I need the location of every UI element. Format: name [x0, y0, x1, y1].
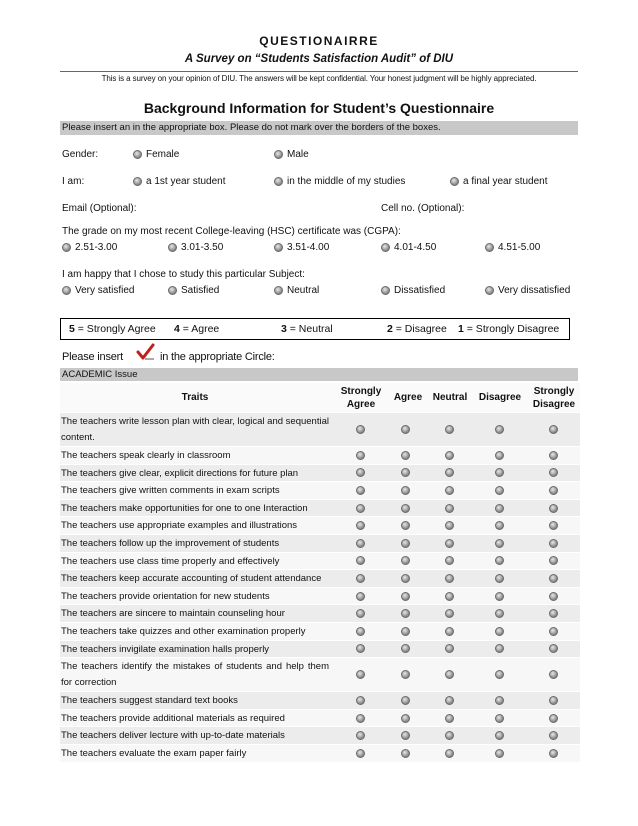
radio-icon[interactable] [495, 696, 504, 705]
grade-option-label: 3.51-4.00 [287, 242, 330, 253]
rating-radio[interactable] [495, 486, 505, 496]
radio-icon[interactable] [549, 574, 558, 583]
radio-icon[interactable] [495, 731, 504, 740]
rating-radio[interactable] [495, 504, 505, 514]
table-row [60, 570, 580, 588]
rating-radio[interactable] [356, 574, 366, 584]
rating-radio[interactable] [495, 749, 505, 759]
radio-icon[interactable] [445, 670, 454, 679]
radio-icon[interactable] [549, 627, 558, 636]
radio-icon[interactable] [356, 609, 365, 618]
rating-radio[interactable] [549, 696, 559, 706]
radio-icon[interactable] [495, 486, 504, 495]
section-academic-issue: ACADEMIC Issue [60, 368, 578, 381]
rating-radio[interactable] [495, 644, 505, 654]
radio-icon[interactable] [356, 504, 365, 513]
radio-icon[interactable] [356, 731, 365, 740]
radio-icon[interactable] [401, 539, 410, 548]
radio-icon[interactable] [401, 556, 410, 565]
iam-option-middle[interactable] [274, 176, 405, 187]
radio-icon[interactable] [445, 574, 454, 583]
happy-option[interactable] [381, 285, 445, 296]
rating-radio[interactable] [356, 731, 366, 741]
iam-option-label: in the middle of my studies [287, 176, 406, 187]
table-row [60, 658, 580, 692]
radio-icon[interactable] [495, 592, 504, 601]
table-row [60, 482, 580, 500]
radio-icon[interactable] [401, 451, 410, 460]
gender-option-male[interactable] [274, 149, 309, 160]
happy-option-label: Very dissatisfied [498, 285, 571, 296]
rating-radio[interactable] [356, 696, 366, 706]
rating-radio[interactable] [445, 451, 455, 461]
radio-icon[interactable] [445, 539, 454, 548]
radio-icon[interactable] [356, 696, 365, 705]
trait-text: The teachers provide orientation for new students [61, 590, 270, 602]
radio-icon[interactable] [549, 556, 558, 565]
radio-icon[interactable] [401, 486, 410, 495]
rating-radio[interactable] [356, 504, 366, 514]
rating-radio[interactable] [401, 451, 411, 461]
table-row [60, 605, 580, 623]
radio-icon[interactable] [401, 425, 410, 434]
rating-radio[interactable] [401, 504, 411, 514]
radio-icon[interactable] [549, 644, 558, 653]
radio-icon[interactable] [356, 468, 365, 477]
radio-icon[interactable] [450, 177, 459, 186]
scale-item: 2 = Disagree [387, 323, 447, 335]
radio-icon[interactable] [495, 539, 504, 548]
radio-icon[interactable] [445, 425, 454, 434]
happy-option-label: Dissatisfied [394, 285, 446, 296]
trait-text: The teachers deliver lecture with up-to-date materials [61, 730, 285, 742]
rating-radio[interactable] [445, 504, 455, 514]
iam-label: I am: [62, 176, 85, 187]
radio-icon[interactable] [549, 468, 558, 477]
rating-radio[interactable] [549, 574, 559, 584]
rating-radio[interactable] [356, 592, 366, 602]
radio-icon[interactable] [445, 714, 454, 723]
radio-icon[interactable] [356, 627, 365, 636]
trait-text: The teachers use class time properly and effectively [61, 555, 280, 567]
rating-radio[interactable] [401, 468, 411, 478]
background-instruction-bar: Please insert an in the appropriate box. Please do not mark over the borders of the boxes. [60, 121, 578, 135]
rating-radio[interactable] [549, 504, 559, 514]
radio-icon[interactable] [274, 177, 283, 186]
radio-icon[interactable] [495, 468, 504, 477]
radio-icon[interactable] [401, 521, 410, 530]
traits-table [60, 383, 580, 763]
survey-subtitle: A Survey on “Students Satisfaction Audit” of DIU [184, 53, 454, 65]
happy-option[interactable] [168, 285, 219, 296]
happy-option-label: Neutral [287, 285, 320, 296]
scale-item: 1 = Strongly Disagree [458, 323, 560, 335]
rating-radio[interactable] [495, 696, 505, 706]
gender-option-female[interactable] [133, 149, 179, 160]
trait-text: The teachers identify the mistakes of students and help them for correction [61, 661, 329, 689]
checkmark-pen-icon [136, 343, 156, 361]
happy-option-label: Satisfied [181, 285, 220, 296]
happy-option-label: Very satisfied [75, 285, 135, 296]
rating-radio[interactable] [356, 521, 366, 531]
table-row [60, 553, 580, 571]
trait-text: The teachers use appropriate examples and illustrations [61, 520, 298, 532]
radio-icon[interactable] [445, 609, 454, 618]
radio-icon[interactable] [356, 556, 365, 565]
radio-icon[interactable] [549, 504, 558, 513]
rating-radio[interactable] [495, 592, 505, 602]
rating-radio[interactable] [445, 644, 455, 654]
radio-icon[interactable] [445, 592, 454, 601]
header-traits: Traits [181, 392, 209, 403]
rating-radio[interactable] [495, 574, 505, 584]
rating-radio[interactable] [401, 627, 411, 637]
header-agree: Agree [393, 392, 423, 403]
radio-icon[interactable] [401, 609, 410, 618]
radio-icon[interactable] [445, 451, 454, 460]
rating-radio[interactable] [549, 468, 559, 478]
confidentiality-note: This is a survey on your opinion of DIU. The answers will be kept confidential. Your honest judgment will be highly appreciated. [60, 71, 578, 83]
rating-radio[interactable] [401, 425, 411, 435]
rating-radio[interactable] [495, 539, 505, 549]
radio-icon[interactable] [274, 286, 283, 295]
grade-option[interactable] [274, 242, 329, 253]
radio-icon[interactable] [549, 670, 558, 679]
table-row [60, 588, 580, 606]
gender-label: Gender: [62, 149, 99, 160]
radio-icon[interactable] [549, 486, 558, 495]
rating-radio[interactable] [549, 451, 559, 461]
grade-option-label: 3.01-3.50 [181, 242, 224, 253]
rating-radio[interactable] [401, 539, 411, 549]
table-row [60, 727, 580, 745]
iam-option-first-year[interactable] [133, 176, 226, 187]
header-strongly-agree: Strongly Agree [340, 386, 382, 410]
radio-icon[interactable] [274, 243, 283, 252]
page-title: QUESTIONAIRRE [259, 34, 379, 48]
cell-field-label: Cell no. (Optional): [381, 203, 465, 214]
rating-radio[interactable] [495, 627, 505, 637]
rating-radio[interactable] [549, 627, 559, 637]
rating-radio[interactable] [356, 749, 366, 759]
rating-radio[interactable] [356, 539, 366, 549]
rating-radio[interactable] [549, 556, 559, 566]
appropriate-circle-label: in the appropriate Circle: [160, 351, 275, 363]
radio-icon[interactable] [549, 451, 558, 460]
scale-item: 4 = Agree [174, 323, 220, 335]
rating-radio[interactable] [445, 670, 455, 680]
header-neutral: Neutral [432, 392, 468, 403]
happy-option[interactable] [62, 285, 134, 296]
radio-icon[interactable] [445, 504, 454, 513]
header-strongly-disagree: Strongly Disagree [532, 386, 576, 410]
background-heading: Background Information for Student’s Questionnaire [143, 100, 495, 116]
rating-radio[interactable] [356, 714, 366, 724]
rating-radio[interactable] [356, 556, 366, 566]
rating-radio[interactable] [445, 521, 455, 531]
trait-text: The teachers invigilate examination halls properly [61, 643, 270, 655]
trait-text: The teachers give clear, explicit directions for future plan [61, 467, 299, 479]
table-row [60, 447, 580, 465]
rating-radio[interactable] [549, 521, 559, 531]
grade-option[interactable] [62, 242, 117, 253]
radio-icon[interactable] [495, 714, 504, 723]
rating-radio[interactable] [356, 670, 366, 680]
radio-icon[interactable] [549, 714, 558, 723]
table-row [60, 517, 580, 535]
radio-icon[interactable] [62, 286, 71, 295]
radio-icon[interactable] [445, 521, 454, 530]
trait-text: The teachers keep accurate accounting of student attendance [61, 573, 322, 585]
radio-icon[interactable] [549, 749, 558, 758]
radio-icon[interactable] [495, 451, 504, 460]
radio-icon[interactable] [356, 539, 365, 548]
radio-icon[interactable] [133, 150, 142, 159]
rating-radio[interactable] [549, 539, 559, 549]
table-row [60, 465, 580, 483]
email-field-label: Email (Optional): [62, 203, 137, 214]
grade-option[interactable] [381, 242, 436, 253]
rating-radio[interactable] [356, 644, 366, 654]
radio-icon[interactable] [401, 627, 410, 636]
rating-radio[interactable] [445, 592, 455, 602]
trait-text: The teachers follow up the improvement of students [61, 537, 280, 549]
grade-option-label: 2.51-3.00 [75, 242, 118, 253]
table-row [60, 745, 580, 763]
trait-text: The teachers are sincere to maintain counseling hour [61, 608, 285, 620]
iam-option-final-year[interactable] [450, 176, 548, 187]
trait-text: The teachers suggest standard text books [61, 695, 238, 707]
radio-icon[interactable] [495, 574, 504, 583]
radio-icon[interactable] [401, 592, 410, 601]
rating-radio[interactable] [495, 609, 505, 619]
radio-icon[interactable] [401, 504, 410, 513]
rating-radio[interactable] [401, 731, 411, 741]
rating-radio[interactable] [549, 749, 559, 759]
radio-icon[interactable] [356, 714, 365, 723]
radio-icon[interactable] [445, 486, 454, 495]
radio-icon[interactable] [401, 468, 410, 477]
rating-radio[interactable] [549, 486, 559, 496]
radio-icon[interactable] [356, 749, 365, 758]
radio-icon[interactable] [445, 556, 454, 565]
radio-icon[interactable] [381, 243, 390, 252]
grade-option-label: 4.51-5.00 [498, 242, 541, 253]
radio-icon[interactable] [445, 627, 454, 636]
radio-icon[interactable] [495, 521, 504, 530]
rating-radio[interactable] [495, 731, 505, 741]
rating-radio[interactable] [356, 451, 366, 461]
radio-icon[interactable] [495, 504, 504, 513]
radio-icon[interactable] [549, 696, 558, 705]
radio-icon[interactable] [168, 243, 177, 252]
rating-radio[interactable] [356, 627, 366, 637]
table-row [60, 500, 580, 518]
table-row [60, 413, 580, 447]
rating-radio[interactable] [356, 609, 366, 619]
radio-icon[interactable] [356, 451, 365, 460]
trait-text: The teachers speak clearly in classroom [61, 450, 231, 461]
rating-radio[interactable] [495, 714, 505, 724]
gender-option-label: Male [287, 149, 309, 160]
rating-radio[interactable] [401, 644, 411, 654]
radio-icon[interactable] [381, 286, 390, 295]
radio-icon[interactable] [356, 592, 365, 601]
radio-icon[interactable] [495, 425, 504, 434]
rating-radio[interactable] [401, 749, 411, 759]
radio-icon[interactable] [401, 749, 410, 758]
rating-radio[interactable] [445, 696, 455, 706]
rating-radio[interactable] [549, 609, 559, 619]
iam-option-label: a final year student [463, 176, 548, 187]
grade-option-label: 4.01-4.50 [394, 242, 437, 253]
rating-radio[interactable] [401, 592, 411, 602]
happy-option[interactable] [485, 285, 570, 296]
radio-icon[interactable] [549, 609, 558, 618]
happy-option[interactable] [274, 285, 319, 296]
radio-icon[interactable] [401, 714, 410, 723]
scale-item: 5 = Strongly Agree [69, 323, 156, 335]
rating-radio[interactable] [495, 468, 505, 478]
rating-radio[interactable] [445, 627, 455, 637]
trait-text: The teachers give written comments in exam scripts [61, 485, 280, 497]
table-row [60, 535, 580, 553]
radio-icon[interactable] [356, 644, 365, 653]
rating-radio[interactable] [549, 425, 559, 435]
radio-icon[interactable] [356, 486, 365, 495]
rating-radio[interactable] [401, 696, 411, 706]
radio-icon[interactable] [445, 749, 454, 758]
radio-icon[interactable] [445, 644, 454, 653]
rating-radio[interactable] [445, 539, 455, 549]
rating-radio[interactable] [401, 556, 411, 566]
radio-icon[interactable] [495, 749, 504, 758]
rating-radio[interactable] [445, 731, 455, 741]
trait-text: The teachers provide additional materials as required [61, 712, 285, 724]
trait-text: The teachers write lesson plan with clear, logical and sequential content. [61, 416, 329, 443]
table-row [60, 623, 580, 641]
radio-icon[interactable] [495, 609, 504, 618]
trait-text: The teachers make opportunities for one to one Interaction [61, 502, 308, 514]
rating-radio[interactable] [549, 644, 559, 654]
rating-radio[interactable] [445, 749, 455, 759]
radio-icon[interactable] [401, 574, 410, 583]
rating-radio[interactable] [401, 521, 411, 531]
rating-radio[interactable] [445, 486, 455, 496]
radio-icon[interactable] [356, 670, 365, 679]
rating-radio[interactable] [401, 486, 411, 496]
happy-question: I am happy that I chose to study this particular Subject: [62, 269, 305, 280]
rating-scale-legend [60, 318, 570, 340]
radio-icon[interactable] [485, 286, 494, 295]
rating-radio[interactable] [401, 609, 411, 619]
rating-radio[interactable] [356, 468, 366, 478]
table-row [60, 710, 580, 728]
rating-radio[interactable] [495, 556, 505, 566]
table-header [60, 383, 580, 413]
table-body [60, 413, 580, 763]
rating-radio[interactable] [445, 714, 455, 724]
radio-icon[interactable] [549, 425, 558, 434]
radio-icon[interactable] [549, 592, 558, 601]
rating-radio[interactable] [495, 425, 505, 435]
rating-radio[interactable] [445, 609, 455, 619]
radio-icon[interactable] [495, 627, 504, 636]
rating-radio[interactable] [495, 670, 505, 680]
rating-radio[interactable] [549, 731, 559, 741]
radio-icon[interactable] [401, 696, 410, 705]
radio-icon[interactable] [133, 177, 142, 186]
radio-icon[interactable] [401, 644, 410, 653]
rating-radio[interactable] [356, 486, 366, 496]
radio-icon[interactable] [356, 574, 365, 583]
scale-item: 3 = Neutral [281, 323, 333, 335]
rating-radio[interactable] [495, 521, 505, 531]
radio-icon[interactable] [495, 670, 504, 679]
radio-icon[interactable] [356, 521, 365, 530]
radio-icon[interactable] [445, 468, 454, 477]
rating-radio[interactable] [549, 714, 559, 724]
rating-radio[interactable] [401, 670, 411, 680]
rating-radio[interactable] [495, 451, 505, 461]
rating-radio[interactable] [549, 592, 559, 602]
trait-text: The teachers evaluate the exam paper fairly [61, 747, 247, 759]
trait-text: The teachers take quizzes and other examination properly [61, 625, 306, 637]
radio-icon[interactable] [495, 644, 504, 653]
grade-option[interactable] [168, 242, 223, 253]
radio-icon[interactable] [485, 243, 494, 252]
radio-icon[interactable] [168, 286, 177, 295]
grade-option[interactable] [485, 242, 540, 253]
rating-radio[interactable] [401, 714, 411, 724]
please-insert-label: Please insert [62, 351, 123, 363]
grade-question: The grade on my most recent College-leaving (HSC) certificate was (CGPA): [62, 226, 401, 237]
radio-icon[interactable] [445, 696, 454, 705]
rating-radio[interactable] [356, 425, 366, 435]
rating-radio[interactable] [445, 468, 455, 478]
radio-icon[interactable] [495, 556, 504, 565]
header-disagree: Disagree [478, 392, 522, 403]
rating-radio[interactable] [445, 425, 455, 435]
radio-icon[interactable] [356, 425, 365, 434]
rating-radio[interactable] [549, 670, 559, 680]
radio-icon[interactable] [274, 150, 283, 159]
rating-radio[interactable] [445, 574, 455, 584]
radio-icon[interactable] [401, 731, 410, 740]
table-row [60, 641, 580, 659]
radio-icon[interactable] [549, 731, 558, 740]
rating-radio[interactable] [445, 556, 455, 566]
radio-icon[interactable] [549, 521, 558, 530]
table-row [60, 692, 580, 710]
gender-option-label: Female [146, 149, 180, 160]
iam-option-label: a 1st year student [146, 176, 226, 187]
radio-icon[interactable] [445, 731, 454, 740]
radio-icon[interactable] [549, 539, 558, 548]
radio-icon[interactable] [62, 243, 71, 252]
radio-icon[interactable] [401, 670, 410, 679]
rating-radio[interactable] [401, 574, 411, 584]
